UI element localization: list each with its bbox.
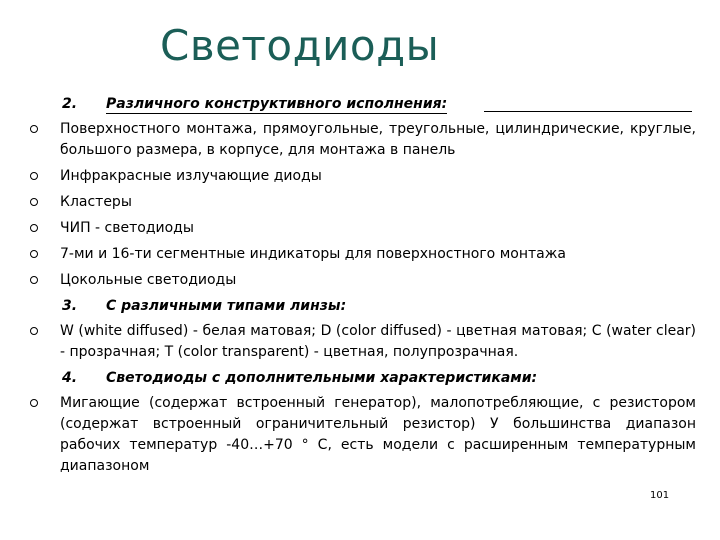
section-heading-3 [28,296,696,317]
list-item-text: Инфракрасные излучающие диоды [60,168,322,184]
bullet-icon [30,198,38,206]
bullet-icon [30,224,38,232]
slide-content [28,94,696,482]
bullet-icon [30,399,38,407]
section-number: 2. [62,96,78,112]
list-item-text: W (white diffused) - белая матовая; D (color diffused) - цветная матовая; C (water clear) - прозрачная; T (color transparent) - цветная, полупрозрачная. [60,323,696,360]
list-item [28,166,696,187]
bullet-icon [30,125,38,133]
section-heading-2 [28,94,696,115]
section-heading-text: Светодиоды с дополнительными характеристиками: [106,370,538,386]
bullet-icon [30,327,38,335]
list-item [28,270,696,291]
section-number: 4. [62,370,78,386]
section-heading-4 [28,368,696,389]
list-item-text: 7-ми и 16-ти сегментные индикаторы для поверхностного монтажа [60,246,566,262]
slide-title: Светодиоды [160,21,440,70]
list-item-text: ЧИП - светодиоды [60,220,194,236]
list-item-text: Поверхностного монтажа, прямоугольные, треугольные, цилиндрические, круглые, большого размера, в корпусе, для монтажа в панель [60,121,696,158]
list-item [28,119,696,161]
list-item [28,192,696,213]
page-number: 101 [650,490,670,501]
section-heading-text: Различного конструктивного исполнения: [106,96,448,112]
list-item [28,218,696,239]
bullet-icon [30,250,38,258]
list-item-text: Кластеры [60,194,132,210]
bullet-icon [30,172,38,180]
list-item-text: Мигающие (содержат встроенный генератор), малопотребляющие, с резистором (содержат встроенный ограничительный резистор) У большинства диапазон рабочих температур -40…+70 ° С, есть модели с расширенным температурным диапазоном [60,395,696,474]
section-number: 3. [62,298,78,314]
list-item [28,244,696,265]
list-item [28,321,696,363]
list-item [28,393,696,477]
list-item-text: Цокольные светодиоды [60,272,237,288]
bullet-icon [30,276,38,284]
section-heading-text: С различными типами линзы: [106,298,347,314]
